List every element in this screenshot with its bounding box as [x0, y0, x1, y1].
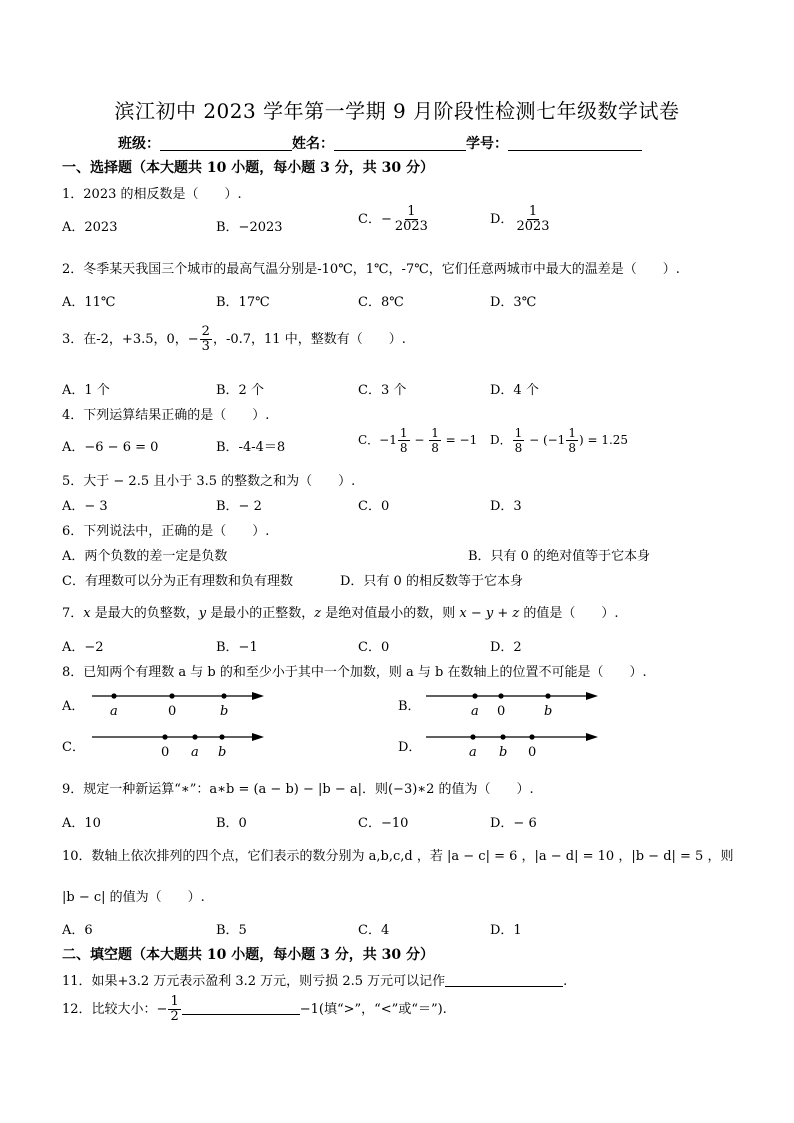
point-a-label: a — [191, 745, 199, 760]
point-a-label: a — [471, 704, 479, 719]
q10-stem: 10．数轴上依次排列的四个点，它们表示的数分别为 a,b,c,d ，若 |a − c| = 6 ，|a − d| = 10 ，|b − d| = 5 ，则 — [62, 849, 734, 864]
section-fill-heading: 二、填空题（本大题共 10 小题，每小题 3 分，共 30 分） — [62, 947, 434, 963]
point-b-label: b — [499, 745, 508, 760]
q6-option-a[interactable]: A．两个负数的差一定是负数 — [62, 549, 228, 564]
q6-option-c[interactable]: C．有理数可以分为正有理数和负有理数 — [62, 574, 293, 589]
q4-stem: 4．下列运算结果正确的是（ ）. — [62, 408, 270, 423]
zero-label: 0 — [528, 745, 537, 760]
q1-option-c[interactable]: C．− $\frac{1}{2023}$ — [358, 204, 428, 234]
point-b-label: b — [544, 704, 553, 719]
zero-label: 0 — [497, 704, 506, 719]
section-choice-heading: 一、选择题（本大题共 10 小题，每小题 3 分，共 30 分） — [62, 160, 434, 176]
q8-option-c-numberline — [90, 727, 270, 761]
zero-label: 0 — [161, 745, 170, 760]
q8-option-b-label[interactable]: B． — [398, 699, 421, 714]
point-a-label: a — [110, 704, 118, 719]
q1-option-a[interactable]: A．2023 — [62, 220, 118, 235]
q8-stem: 8．已知两个有理数 a 与 b 的和至少小于其中一个加数，则 a 与 b 在数轴上的位置不可能是（ ）. — [62, 665, 647, 680]
q8-option-d-numberline — [424, 727, 604, 761]
q9-option-b[interactable]: B．0 — [216, 816, 247, 831]
q7-option-c[interactable]: C．0 — [358, 640, 390, 655]
q4-option-a[interactable]: A．−6 − 6 = 0 — [62, 440, 159, 455]
q8-option-a-numberline — [90, 686, 270, 720]
class-blank[interactable] — [160, 136, 292, 151]
q9-option-c[interactable]: C．−10 — [358, 816, 409, 831]
q10-option-d[interactable]: D．1 — [490, 923, 522, 938]
name-blank[interactable] — [334, 136, 466, 151]
point-b-label: b — [220, 704, 229, 719]
q8-option-b-numberline — [424, 686, 604, 720]
id-label: 学号： — [466, 136, 508, 152]
page-title: 滨江初中 2023 学年第一学期 9 月阶段性检测七年级数学试卷 — [114, 99, 680, 123]
q1-option-d[interactable]: D． $\frac{1}{2023}$ — [490, 204, 550, 234]
q8-option-c-label[interactable]: C． — [62, 740, 85, 755]
q6-option-d[interactable]: D．只有 0 的相反数等于它本身 — [340, 574, 523, 589]
class-label: 班级： — [118, 136, 160, 152]
q10-option-b[interactable]: B．5 — [216, 923, 247, 938]
q4-option-d[interactable]: D． $\frac{1}{8}$ − (−1 $\frac{1}{8}$ ) = 1.25 — [490, 426, 629, 455]
q9-option-d[interactable]: D．− 6 — [490, 816, 537, 831]
q12-answer-blank[interactable] — [182, 1001, 300, 1015]
q2-option-d[interactable]: D．3℃ — [490, 295, 537, 310]
q4-option-b[interactable]: B．-4-4＝8 — [216, 440, 286, 455]
q7-option-d[interactable]: D．2 — [490, 640, 522, 655]
q9-option-a[interactable]: A．10 — [62, 816, 101, 831]
q5-option-a[interactable]: A．− 3 — [62, 499, 108, 514]
q1-stem: 1．2023 的相反数是（ ）. — [62, 187, 242, 202]
q2-option-c[interactable]: C．8℃ — [358, 295, 404, 310]
q3-option-c[interactable]: C．3 个 — [358, 383, 407, 398]
q2-stem: 2．冬季某天我国三个城市的最高气温分别是-10℃，1℃，-7℃，它们任意两城市中最大的温差是（ ）. — [62, 262, 680, 277]
q7-option-a[interactable]: A．−2 — [62, 640, 104, 655]
q11-answer-blank[interactable] — [445, 973, 563, 987]
q2-option-b[interactable]: B．17℃ — [216, 295, 270, 310]
q1-option-b[interactable]: B．−2023 — [216, 220, 283, 235]
q6-stem: 6．下列说法中，正确的是（ ）. — [62, 524, 270, 539]
q10-stem-continued: |b − c| 的值为（ ）. — [62, 890, 205, 905]
q5-option-d[interactable]: D．3 — [490, 499, 522, 514]
q8-option-a-label[interactable]: A． — [62, 699, 85, 714]
q11-stem: 11．如果+3.2 万元表示盈利 3.2 万元，则亏损 2.5 万元可以记作 . — [62, 974, 568, 989]
q7-stem: 7．x 是最大的负整数，y 是最小的正整数，z 是绝对值最小的数，则 x − y + z 的值是（ ）. — [62, 606, 619, 621]
q3-option-a[interactable]: A．1 个 — [62, 383, 110, 398]
q5-option-b[interactable]: B．− 2 — [216, 499, 262, 514]
q3-option-b[interactable]: B．2 个 — [216, 383, 264, 398]
q9-stem: 9．规定一种新运算“∗”：a∗b = (a − b) − |b − a|．则(−3)∗2 的值为（ ）. — [62, 782, 534, 797]
student-info-line — [118, 133, 642, 153]
q5-stem: 5．大于 − 2.5 且小于 3.5 的整数之和为（ ）. — [62, 474, 356, 489]
id-blank[interactable] — [508, 136, 642, 151]
q8-option-d-label[interactable]: D． — [398, 740, 422, 755]
zero-label: 0 — [168, 704, 177, 719]
q7-option-b[interactable]: B．−1 — [216, 640, 258, 655]
name-label: 姓名： — [292, 136, 334, 152]
q10-option-c[interactable]: C．4 — [358, 923, 390, 938]
point-b-label: b — [218, 745, 227, 760]
q10-option-a[interactable]: A．6 — [62, 923, 93, 938]
point-a-label: a — [469, 745, 477, 760]
q3-option-d[interactable]: D．4 个 — [490, 383, 539, 398]
q3-stem: 3．在-2，+3.5，0，− $\frac{2}{3}$ ，-0.7，11 中，整数有（ ）. — [62, 324, 406, 354]
q12-stem: 12．比较大小：− $\frac{1}{2}$ −1(填“>”，“<”或“＝”). — [62, 994, 447, 1024]
q2-option-a[interactable]: A．11℃ — [62, 295, 116, 310]
q4-option-c[interactable]: C．−1 $\frac{1}{8}$ − $\frac{1}{8}$ = −1 — [358, 426, 478, 455]
q5-option-c[interactable]: C．0 — [358, 499, 390, 514]
q6-option-b[interactable]: B．只有 0 的绝对值等于它本身 — [468, 549, 651, 564]
